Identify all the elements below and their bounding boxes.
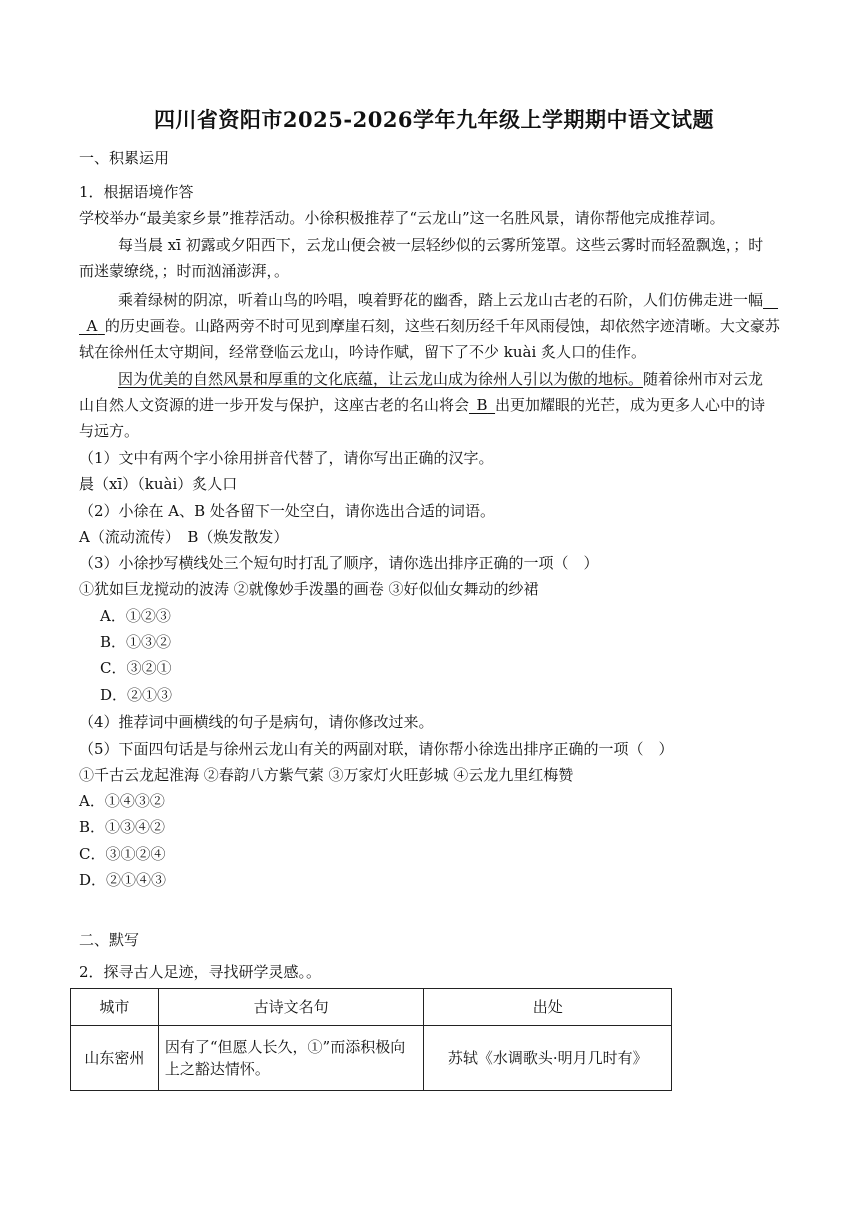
passage-text: 山自然人文资源的进一步开发与保护，这座古老的名山将会 xyxy=(79,396,470,414)
blank-b xyxy=(469,396,495,414)
passage-line: 与远方。 xyxy=(79,422,140,440)
passage-line: 每当晨 xī 初露或夕阳西下，云龙山便会被一层轻纱似的云雾所笼罩。这些云雾时而轻盈飘逸，；时 xyxy=(118,236,764,254)
passage-text: 出更加耀眼的光芒，成为更多人心中的诗 xyxy=(495,396,766,414)
sub-question: （4）推荐词中画横线的句子是病句，请你修改过来。 xyxy=(79,713,434,731)
passage-line xyxy=(79,394,765,416)
passage-line: 而迷蒙缭绕，；时而汹涌澎湃，。 xyxy=(79,262,290,280)
blank-a xyxy=(79,317,105,335)
sub-items: ①千古云龙起淮海 ②春韵八方紫气萦 ③万家灯火旺彭城 ④云龙九里红梅赞 xyxy=(79,766,574,784)
table-cell: 苏轼《水调歌头·明月几时有》 xyxy=(424,1026,672,1091)
page-title: 四川省资阳市2025-2026学年九年级上学期期中语文试题 xyxy=(153,107,715,132)
sub-question: （1）文中有两个字小徐用拼音代替了，请你写出正确的汉字。 xyxy=(79,449,494,467)
passage-text: 的历史画卷。山路两旁不时可见到摩崖石刻，这些石刻历经千年风雨侵蚀，却依然字迹清晰。大文豪苏 xyxy=(104,317,780,335)
sub-answer: A（流动流传） B（焕发散发） xyxy=(79,528,289,546)
sub-question: （2）小徐在 A、B 处各留下一处空白，请你选出合适的词语。 xyxy=(79,502,495,520)
blank-a-label: A xyxy=(86,317,98,335)
table-header-cell: 城市 xyxy=(71,989,159,1026)
question-heading: 2．探寻古人足迹，寻找研学灵感。。 xyxy=(79,963,322,981)
option-c[interactable]: C．③②① xyxy=(100,659,172,677)
table-cell: 山东密州 xyxy=(71,1026,159,1091)
sub-answer: 晨（xī）（kuài）炙人口 xyxy=(79,475,238,493)
sub-question: （3）小徐抄写横线处三个短句时打乱了顺序，请你选出排序正确的一项（ ） xyxy=(79,554,599,572)
option-b[interactable]: B．①③④② xyxy=(79,818,166,836)
question-heading: 1．根据语境作答 xyxy=(79,183,194,201)
option-d[interactable]: D．②①③ xyxy=(100,686,173,704)
poem-table xyxy=(70,988,672,1091)
section-heading: 一、积累运用 xyxy=(79,149,170,167)
option-a[interactable]: A．①④③② xyxy=(79,792,165,810)
table-cell: 因有了“但愿人长久，①”而添积极向上之豁达情怀。 xyxy=(158,1026,424,1091)
passage-line xyxy=(118,289,778,311)
table-header-row xyxy=(71,989,672,1026)
underlined-sentence: 因为优美的自然风景和厚重的文化底蕴，让云龙山成为徐州人引以为傲的地标。 xyxy=(118,370,644,388)
section-heading: 二、默写 xyxy=(79,931,140,949)
table-header-cell: 古诗文名句 xyxy=(158,989,424,1026)
sub-question: （5）下面四句话是与徐州云龙山有关的两副对联，请你帮小徐选出排序正确的一项（ ） xyxy=(79,740,674,758)
sub-items: ①犹如巨龙搅动的波涛 ②就像妙手泼墨的画卷 ③好似仙女舞动的纱裙 xyxy=(79,580,539,598)
passage-text: 随着徐州市对云龙 xyxy=(643,370,764,388)
table-header-cell: 出处 xyxy=(424,989,672,1026)
table-row xyxy=(71,1026,672,1091)
option-a[interactable]: A．①②③ xyxy=(100,607,171,625)
option-c[interactable]: C．③①②④ xyxy=(79,845,166,863)
passage-line: 轼在徐州任太守期间，经常登临云龙山，吟诗作赋，留下了不少 kuài 炙人口的佳作。 xyxy=(79,343,647,361)
blank-b-label: B xyxy=(476,396,488,414)
question-intro: 学校举办“最美家乡景”推荐活动。小徐积极推荐了“云龙山”这一名胜风景，请你帮他完成推荐词。 xyxy=(79,209,725,227)
blank-space xyxy=(763,291,778,309)
passage-line xyxy=(79,315,780,337)
passage-line xyxy=(118,368,763,390)
option-b[interactable]: B．①③② xyxy=(100,633,172,651)
option-d[interactable]: D．②①④③ xyxy=(79,871,167,889)
passage-text: 乘着绿树的阴凉，听着山鸟的吟唱，嗅着野花的幽香，踏上云龙山古老的石阶，人们仿佛走进一幅 xyxy=(118,291,764,309)
